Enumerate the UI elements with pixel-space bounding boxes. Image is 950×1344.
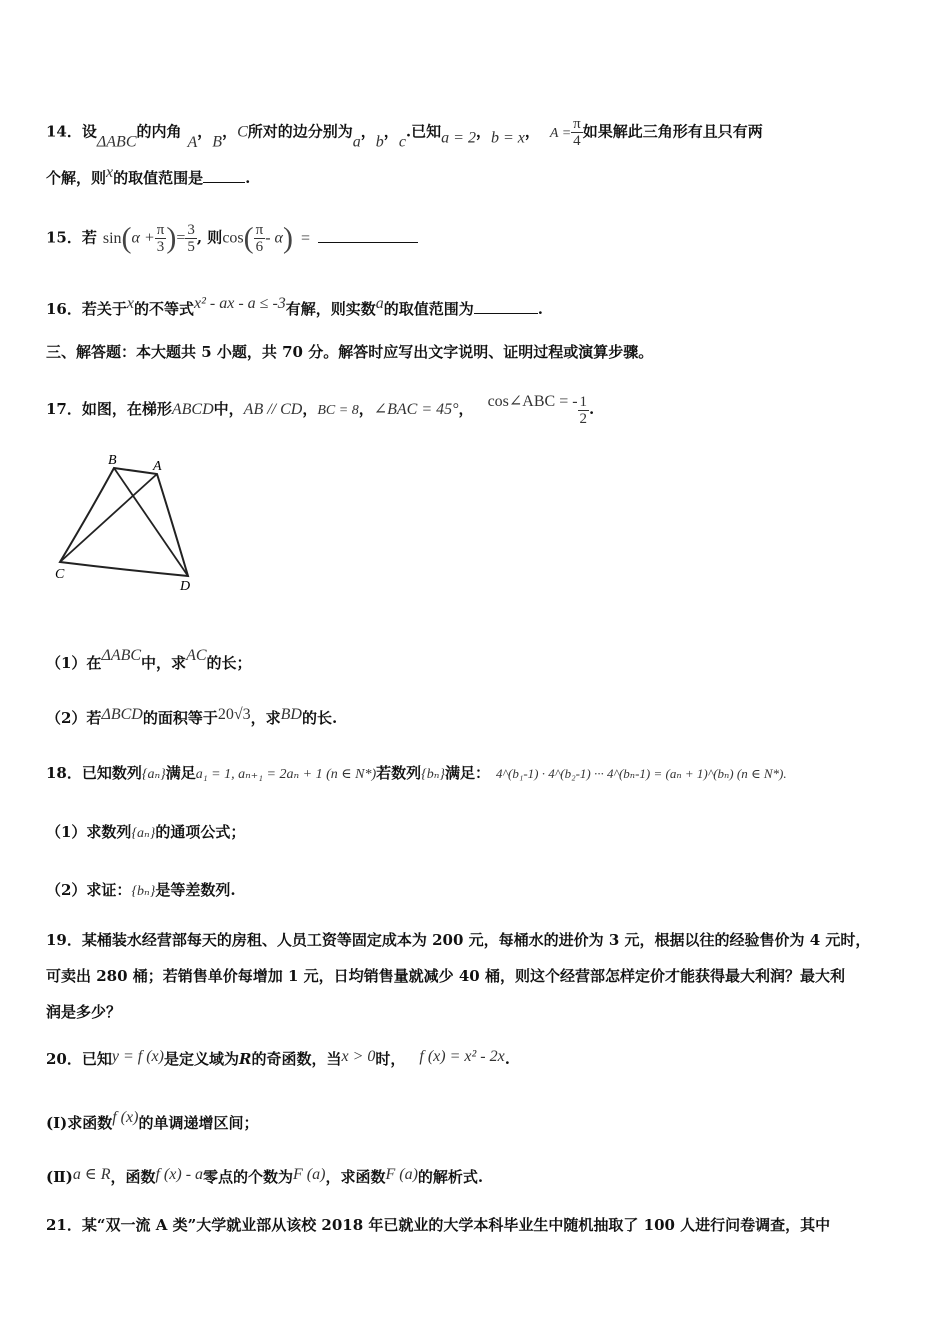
q20-line [46,1047,510,1069]
q17-ac: AC [186,647,207,664]
q18-seq-b: {bₙ} [421,767,445,782]
q17-triangle: ΔABC [101,647,142,664]
q14-text: 的取值范围是 [113,169,204,187]
q14-text: 如果解此三角形有且只有两 [582,122,763,141]
q17-text: . [589,400,595,418]
q14-angle-A: A [187,133,198,151]
q18-part1 [46,822,245,844]
q18-seq-b: {bₙ} [131,884,156,899]
vertex-label-B: B [108,453,117,468]
q14-text: .已知 [405,122,442,141]
q18-text: 是等差数列. [155,881,236,899]
q18-recurrence: a₁ = 1, aₙ₊₁ = 2aₙ + 1 (n ∈ N*) [195,767,377,782]
q15-fraction-pi3: $\frac{\pi}{3}$ [156,222,165,255]
q14-side-a: a [352,133,361,151]
section-heading: 三、解答题：本大题共 5 小题，共 70 分。解答时应写出文字说明、证明过程或演算步骤。 [46,343,654,361]
q20-cond: x > 0 [341,1048,376,1065]
q17-bd: BD [280,706,302,723]
answer-blank[interactable] [318,242,418,243]
q20-text: 时， [375,1050,406,1068]
q15-text: , 则 [196,228,223,247]
q20-text: 的单调递增区间； [138,1114,259,1132]
q18-seq-a: {aₙ} [141,767,166,782]
q17-cos: cos∠ABC = - [487,393,578,410]
q17-text: 的面积等于 [142,709,218,727]
q20-func: y = f (x) [111,1048,164,1065]
q18-text: 若数列 [376,764,422,782]
q17-parallel: AB // CD [243,401,303,418]
q20-func: f (x) - a [155,1166,204,1183]
q20-text: 的解析式. [417,1168,484,1186]
q20-part2 [46,1165,483,1187]
q14-fraction: $\frac{\pi}{4}$ [573,116,581,149]
q20-cond: a ∈ R [72,1166,111,1183]
q14-text: 个解，则 [46,169,107,187]
q17-area: 20√3 [217,706,251,723]
q15-line: 15．若 sin(α + $\frac{\pi}{3}$ )= $\frac{3}{5}$ , 则cos( $\frac{\pi}{6}$ - α) = [46,222,418,255]
q17-angle: ∠BAC = 45° [373,401,459,418]
q14-triangle: ΔABC [96,133,137,151]
q15-eq: = [300,229,310,247]
q14-angle-C: C [237,123,248,141]
q15-eq: = [176,229,186,247]
q18-text: 满足： [445,764,491,782]
q16-line [46,294,543,319]
q16-var-x: x [126,295,134,312]
q18-text: （2）求证： [46,881,132,899]
q16-text: 的不等式 [133,300,194,318]
q15-text: 15．若 [46,228,97,247]
q17-bc: BC = 8 [317,403,359,418]
q16-text: 的取值范围为 [383,300,474,318]
q20-F: F (a) [385,1166,418,1183]
q17-triangle: ΔBCD [101,706,143,723]
q17-part1 [46,646,252,673]
q20-func: f (x) [112,1109,139,1126]
q19-line1: 19．某桶装水经营部每天的房租、人员工资等固定成本为 200 元，每桶水的进价为 3 元，根据以往的经验售价为 4 元时， [46,931,871,949]
q16-text: . [537,300,544,318]
q19-line2: 可卖出 280 桶；若销售单价每增加 1 元，日均销售量就减少 40 桶，则这个经营部怎样定价才能获得最大利润？最大利 [46,967,845,985]
q14-cond-b: b = x [490,129,525,147]
q17-text: 中，求 [141,654,187,672]
q18-text: （1）求数列 [46,823,132,841]
q17-text: 17．如图，在梯形 [46,400,172,418]
vertex-label-A: A [153,459,162,474]
q20-label: (Ⅰ) [46,1114,68,1132]
q20-text: 20．已知 [46,1050,112,1068]
q17-text: 中， [213,400,244,418]
q20-F: F (a) [293,1166,326,1183]
q20-text: 的奇函数，当 [251,1050,342,1068]
q18-text: 的通项公式； [155,823,246,841]
vertex-label-C: C [55,567,65,582]
q14-line1: 14．设ΔABC的内角A，B，C所对的边分别为a，b，c.已知a = 2，b = x， A = $\frac{\pi}{4}$ 如果解此三角形有且只有两 [46,116,763,151]
q14-text: 所对的边分别为 [247,122,353,141]
q17-text: 的长. [301,709,338,727]
q18-line [46,763,787,785]
q18-seq-a: {aₙ} [131,826,156,841]
q14-line2 [46,163,250,188]
q17-text: 的长； [206,654,252,672]
q17-text: （2）若 [46,709,102,727]
q20-expr: f (x) = x² - 2x [419,1048,505,1065]
q20-R: R [239,1050,252,1068]
q14-text: . [245,169,251,187]
q17-fraction: $\frac{1}{2}$ [579,393,588,427]
q16-text: 16．若关于 [46,300,127,318]
q15-expr: α + [131,229,155,247]
q15-sin: sin [102,229,122,247]
q14-cond-a: a = 2 [441,129,476,147]
q20-text: 零点的个数为 [203,1168,294,1186]
q20-text: ，函数 [110,1168,156,1186]
trapezoid-figure [50,452,200,592]
q19-line3: 润是多少？ [46,1003,122,1021]
q18-equation: 4^(b₁-1) · 4^(b₂-1) ··· 4^(bₙ-1) = (aₙ + 1)^(bₙ) (n ∈ N*). [496,766,787,781]
q14-side-c: c [398,133,406,151]
answer-blank[interactable] [203,182,245,183]
q17-part2 [46,705,337,728]
q14-cond-A: A = [549,125,572,141]
q15-cos: cos [222,229,244,247]
q17-line: 17．如图，在梯形ABCD中，AB // CD，BC = 8，∠BAC = 45°， cos∠ABC = - $\frac{1}{2}$ . [46,393,595,427]
q14-text: 14．设 [46,122,97,141]
answer-blank[interactable] [474,313,538,314]
q16-inequality: x² - ax - a ≤ -3 [194,295,286,312]
q18-part2 [46,880,236,902]
q17-trapezoid: ABCD [171,401,214,418]
q14-text: 的内角 [136,122,182,141]
q20-text: 求函数 [67,1114,113,1132]
vertex-label-D: D [180,579,191,592]
q20-text: . [504,1050,510,1068]
q20-part1 [46,1108,258,1133]
q17-text: （1）在 [46,654,102,672]
q15-fraction-35: $\frac{3}{5}$ [187,222,195,255]
q14-angle-B: B [212,133,223,151]
q16-var-a: a [375,295,384,312]
q18-text: 18．已知数列 [46,764,142,782]
q17-text: ，求 [250,709,281,727]
q20-text: ，求函数 [325,1168,386,1186]
q15-expr: - α [265,229,283,247]
q21-line1: 21．某“双一流 A 类”大学就业部从该校 2018 年已就业的大学本科毕业生中随机抽取了 100 人进行问卷调查，其中 [46,1216,831,1234]
q20-text: 是定义域为 [163,1050,239,1068]
q20-label: (Ⅱ) [46,1168,73,1186]
q14-var-x: x [106,164,114,181]
q15-fraction-pi6: $\frac{\pi}{6}$ [255,222,264,255]
q14-side-b: b [375,133,384,151]
q16-text: 有解，则实数 [285,300,376,318]
q18-text: 满足 [165,764,196,782]
